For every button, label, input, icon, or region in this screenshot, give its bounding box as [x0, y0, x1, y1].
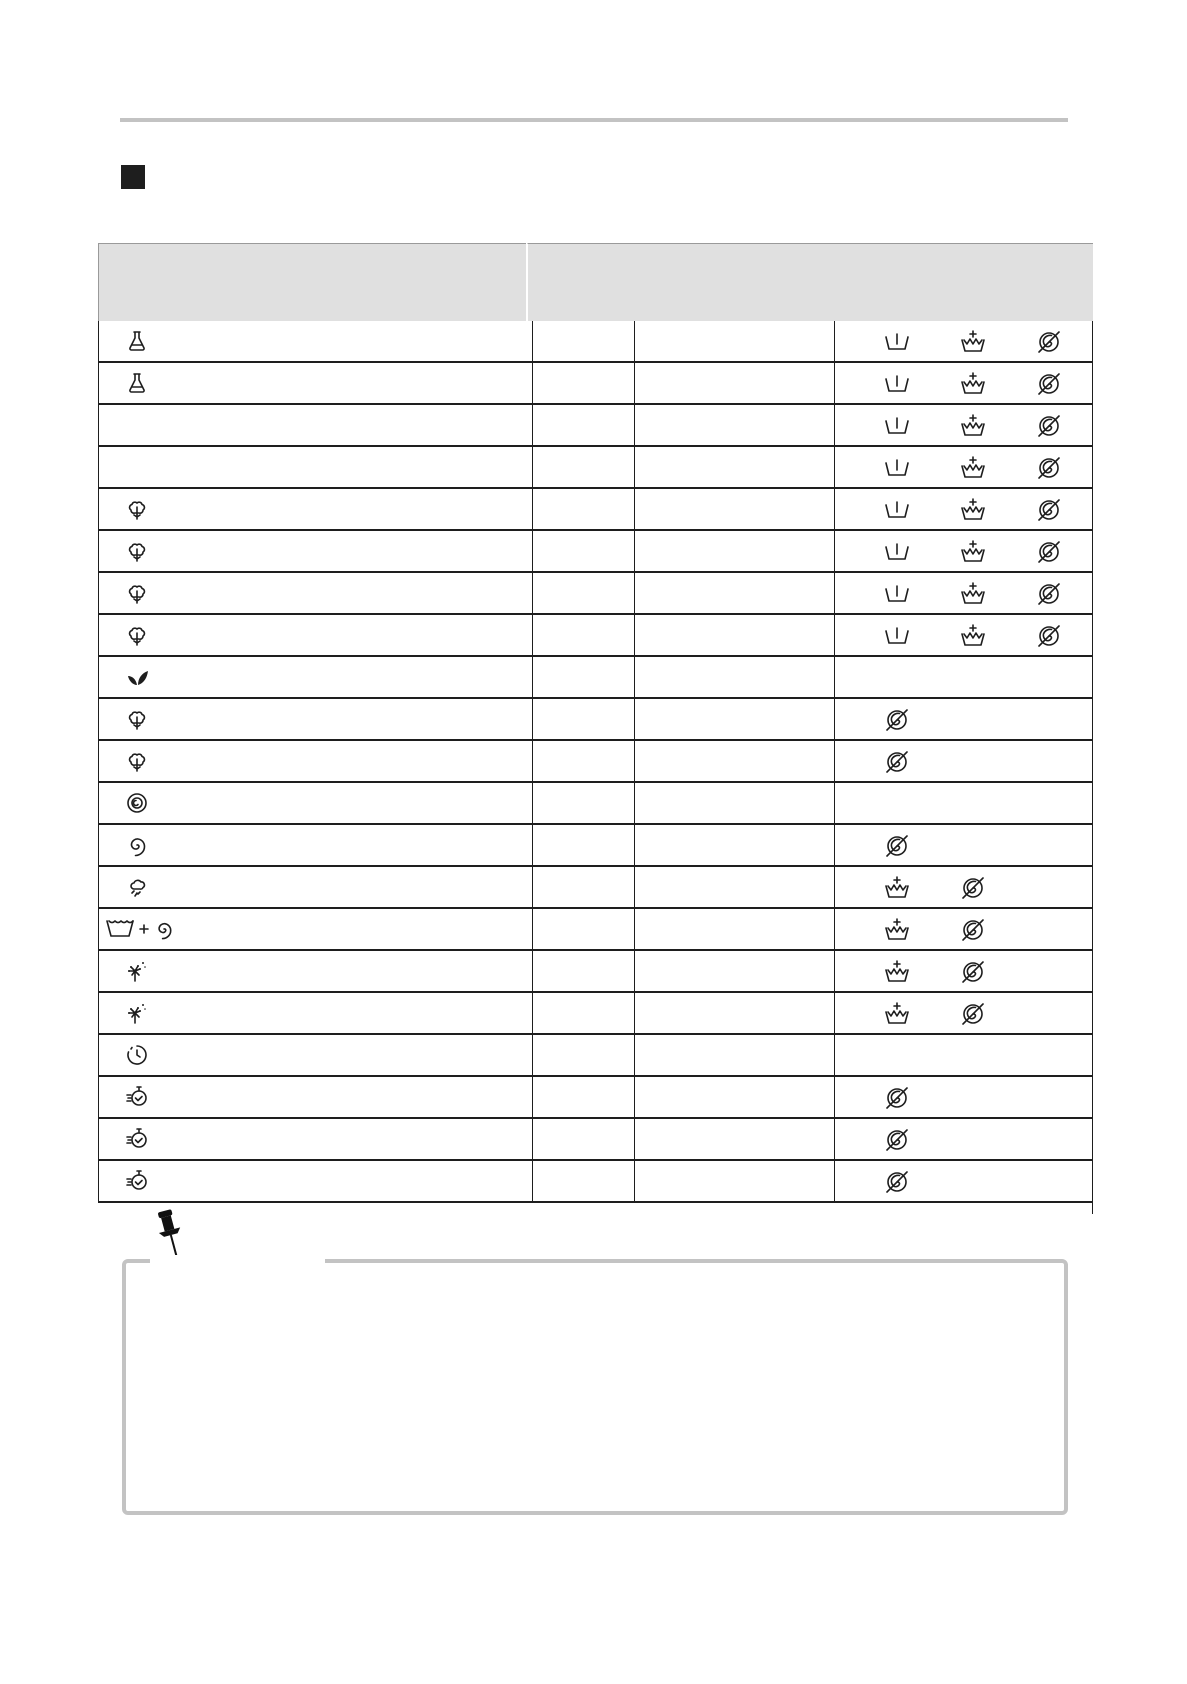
cell-spin [634, 1035, 834, 1075]
cell-opts [834, 321, 1093, 361]
cell-temp [532, 993, 634, 1033]
cell-spin [634, 615, 834, 655]
cell-temp [532, 1035, 634, 1075]
cotton-icon [125, 749, 149, 773]
table-row [98, 825, 1093, 867]
cell-name [98, 951, 532, 991]
cell-spin [634, 741, 834, 781]
intensive-icon [883, 875, 911, 901]
timer-icon [125, 1043, 149, 1067]
no-spin-icon [1035, 371, 1063, 397]
no-spin-icon [1035, 623, 1063, 649]
cell-temp [532, 741, 634, 781]
cell-spin [634, 1161, 834, 1201]
cell-temp [532, 615, 634, 655]
table-row [98, 573, 1093, 615]
cell-opts [834, 447, 1093, 487]
cell-temp [532, 699, 634, 739]
cell-spin [634, 1119, 834, 1159]
prewash-icon [883, 539, 911, 565]
rinse-spin-icon [105, 917, 175, 941]
intensive-icon [883, 1001, 911, 1027]
no-spin-icon [1035, 497, 1063, 523]
table-row [98, 405, 1093, 447]
cotton-icon [125, 707, 149, 731]
cell-opts [834, 489, 1093, 529]
intensive-icon [959, 329, 987, 355]
cell-name [98, 825, 532, 865]
cell-temp [532, 489, 634, 529]
table-row [98, 489, 1093, 531]
cell-spin [634, 951, 834, 991]
cell-temp [532, 1077, 634, 1117]
no-spin-icon [883, 707, 911, 733]
table-row [98, 447, 1093, 489]
prewash-icon [883, 623, 911, 649]
cell-spin [634, 867, 834, 907]
intensive-icon [959, 623, 987, 649]
no-spin-icon [959, 875, 987, 901]
no-spin-icon [1035, 329, 1063, 355]
cell-temp [532, 867, 634, 907]
pushpin-icon [150, 1208, 190, 1258]
cell-opts [834, 825, 1093, 865]
cell-temp [532, 573, 634, 613]
intensive-icon [883, 959, 911, 985]
cell-spin [634, 909, 834, 949]
flask-icon [125, 371, 149, 395]
cell-opts [834, 405, 1093, 445]
intensive-icon [959, 371, 987, 397]
table-row [98, 909, 1093, 951]
cell-temp [532, 363, 634, 403]
prewash-icon [883, 455, 911, 481]
cell-name [98, 909, 532, 949]
cell-temp [532, 1119, 634, 1159]
header-cell-settings [527, 243, 1093, 321]
cotton-icon [125, 539, 149, 563]
cell-opts [834, 615, 1093, 655]
prewash-icon [883, 497, 911, 523]
cell-temp [532, 405, 634, 445]
cell-opts [834, 867, 1093, 907]
cell-spin [634, 489, 834, 529]
table-row [98, 867, 1093, 909]
no-spin-icon [883, 833, 911, 859]
no-spin-icon [959, 959, 987, 985]
cell-temp [532, 825, 634, 865]
cell-name [98, 783, 532, 823]
no-spin-icon [1035, 413, 1063, 439]
cell-opts [834, 363, 1093, 403]
intensive-icon [883, 917, 911, 943]
cell-spin [634, 699, 834, 739]
no-spin-icon [883, 1169, 911, 1195]
cell-opts [834, 951, 1093, 991]
cell-temp [532, 951, 634, 991]
cotton-icon [125, 623, 149, 647]
table-row [98, 321, 1093, 363]
table-row [98, 363, 1093, 405]
cotton-icon [125, 581, 149, 605]
cell-name [98, 1161, 532, 1201]
cell-spin [634, 657, 834, 697]
cell-name [98, 867, 532, 907]
cell-name [98, 321, 532, 361]
intensive-icon [959, 413, 987, 439]
prewash-icon [883, 371, 911, 397]
cell-spin [634, 531, 834, 571]
cell-opts [834, 1035, 1093, 1075]
table-row [98, 699, 1093, 741]
no-spin-icon [883, 1085, 911, 1111]
table-row [98, 1077, 1093, 1119]
cell-name [98, 573, 532, 613]
cell-opts [834, 657, 1093, 697]
table-header [98, 243, 1093, 321]
cotton-icon [125, 497, 149, 521]
cell-name [98, 405, 532, 445]
drum-clean-icon [125, 791, 149, 815]
cell-spin [634, 573, 834, 613]
cell-opts [834, 699, 1093, 739]
allergy-icon [125, 1001, 149, 1025]
eco-leaf-icon [125, 665, 149, 689]
cell-opts [834, 741, 1093, 781]
cell-spin [634, 363, 834, 403]
cell-temp [532, 657, 634, 697]
cell-name [98, 531, 532, 571]
table-row [98, 951, 1093, 993]
intensive-icon [959, 497, 987, 523]
cell-name [98, 699, 532, 739]
table-row [98, 993, 1093, 1035]
cell-opts [834, 993, 1093, 1033]
cell-spin [634, 447, 834, 487]
table-row [98, 783, 1093, 825]
no-spin-icon [959, 917, 987, 943]
cell-spin [634, 1077, 834, 1117]
cell-name [98, 1119, 532, 1159]
cell-temp [532, 783, 634, 823]
intensive-icon [959, 581, 987, 607]
cell-spin [634, 783, 834, 823]
note-box [122, 1259, 1068, 1515]
note-label-gap [150, 1255, 325, 1265]
cell-spin [634, 321, 834, 361]
steam-icon [125, 875, 149, 899]
cell-opts [834, 1161, 1093, 1201]
intensive-icon [959, 455, 987, 481]
table-row [98, 615, 1093, 657]
cell-name [98, 993, 532, 1033]
no-spin-icon [883, 1127, 911, 1153]
cell-opts [834, 1077, 1093, 1117]
allergy-icon [125, 959, 149, 983]
cell-name [98, 1035, 532, 1075]
cell-name [98, 1077, 532, 1117]
quick-wash-icon [125, 1169, 149, 1193]
cell-opts [834, 1119, 1093, 1159]
flask-icon [125, 329, 149, 353]
table-row [98, 741, 1093, 783]
cell-spin [634, 993, 834, 1033]
no-spin-icon [959, 1001, 987, 1027]
cell-name [98, 363, 532, 403]
top-divider [120, 118, 1068, 122]
table-row [98, 1035, 1093, 1077]
prewash-icon [883, 413, 911, 439]
cell-temp [532, 321, 634, 361]
prewash-icon [883, 329, 911, 355]
table-row [98, 1119, 1093, 1161]
no-spin-icon [883, 749, 911, 775]
intensive-icon [959, 539, 987, 565]
no-spin-icon [1035, 455, 1063, 481]
cell-temp [532, 447, 634, 487]
cell-name [98, 615, 532, 655]
section-marker [121, 165, 145, 189]
cell-opts [834, 573, 1093, 613]
quick-wash-icon [125, 1085, 149, 1109]
prewash-icon [883, 581, 911, 607]
cell-spin [634, 405, 834, 445]
cell-opts [834, 783, 1093, 823]
header-cell-programme [98, 243, 526, 321]
cell-name [98, 447, 532, 487]
cell-opts [834, 531, 1093, 571]
no-spin-icon [1035, 581, 1063, 607]
cell-name [98, 657, 532, 697]
table-row [98, 531, 1093, 573]
cell-spin [634, 825, 834, 865]
no-spin-icon [1035, 539, 1063, 565]
table-row [98, 1161, 1093, 1203]
spin-icon [125, 833, 149, 857]
programme-table [98, 243, 1093, 1214]
quick-wash-icon [125, 1127, 149, 1151]
cell-opts [834, 909, 1093, 949]
cell-name [98, 489, 532, 529]
cell-name [98, 741, 532, 781]
cell-temp [532, 531, 634, 571]
cell-temp [532, 909, 634, 949]
cell-temp [532, 1161, 634, 1201]
table-row [98, 657, 1093, 699]
